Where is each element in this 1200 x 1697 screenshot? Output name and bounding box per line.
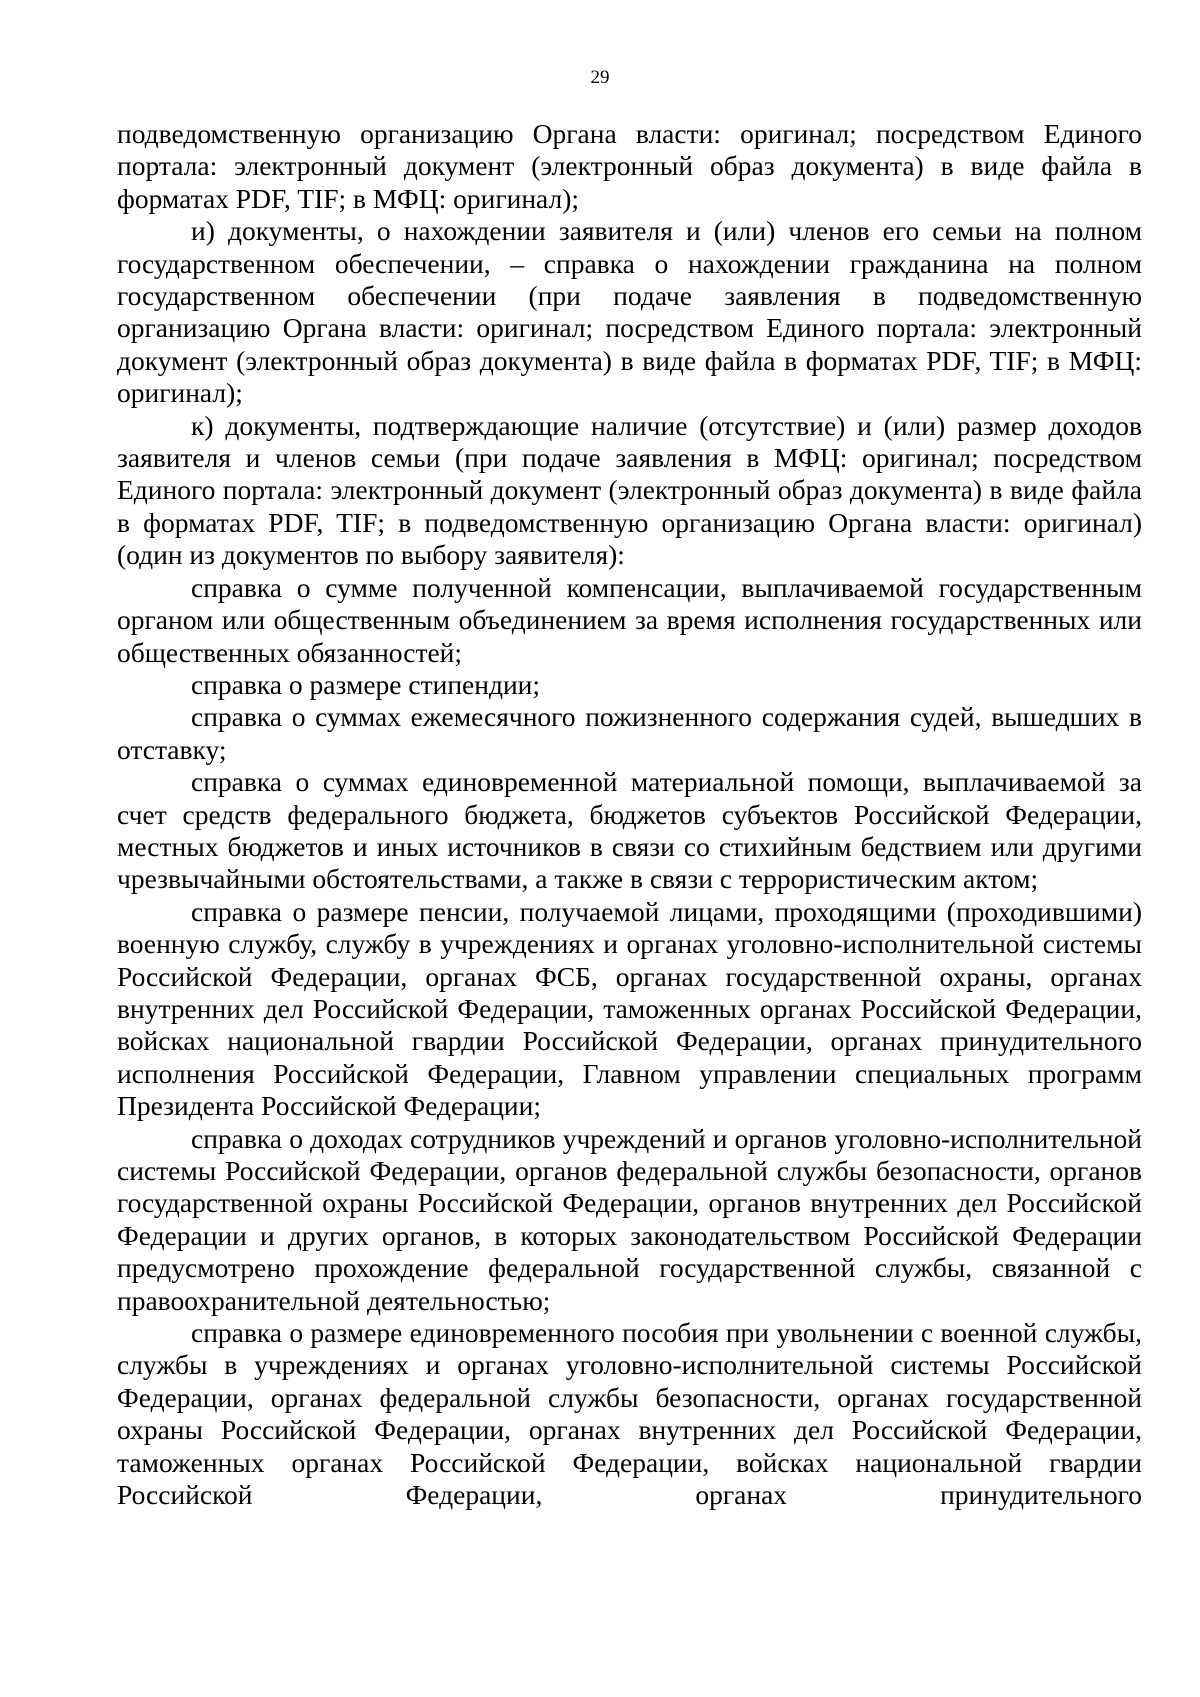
- document-body: [117, 118, 1142, 1511]
- paragraph-pension-certificate: справка о размере пенсии, получаемой лицами, проходящими (проходившими) военную службу, службу в учреждениях и органах уголовно-исполнительной системы Российской Федерации, органах ФСБ, органах государственной охраны, органах внутренних дел Российской Федерации, таможенных органах Российской Федерации, войсках национальной гвардии Российской Федерации, органах принудительного исполнения Российской Федерации, Главном управлении специальных программ Президента Российской Федерации;: [117, 895, 1142, 1122]
- paragraph-severance-allowance-certificate: справка о размере единовременного пособия при увольнении с военной службы, службы в учреждениях и органах уголовно-исполнительной системы Российской Федерации, органах федеральной службы безопасности, органах государственной охраны Российской Федерации, органах внутренних дел Российской Федерации, таможенных органах Российской Федерации, войсках национальной гвардии Российской Федерации, органах принудительного: [117, 1317, 1142, 1511]
- paragraph-continuation: подведомственную организацию Органа власти: оригинал; посредством Единого портала: электронный документ (электронный образ документа) в виде файла в форматах PDF, TIF; в МФЦ: оригинал);: [117, 118, 1142, 214]
- paragraph-material-aid-certificate: справка о суммах единовременной материальной помощи, выплачиваемой за счет средств федерального бюджета, бюджетов субъектов Российской Федерации, местных бюджетов и иных источников в связи со стихийным бедствием или другими чрезвычайными обстоятельствами, а также в связи с террористическим актом;: [117, 766, 1142, 895]
- paragraph-item-k: к) документы, подтверждающие наличие (отсутствие) и (или) размер доходов заявителя и членов семьи (при подаче заявления в МФЦ: оригинал; посредством Единого портала: электронный документ (электронный образ документа) в виде файла в форматах PDF, TIF; в подведомственную организацию Органа власти: оригинал) (один из документов по выбору заявителя):: [117, 409, 1142, 571]
- page-number: 29: [590, 67, 610, 88]
- paragraph-stipend-certificate: справка о размере стипендии;: [191, 668, 541, 700]
- paragraph-compensation-certificate: справка о сумме полученной компенсации, выплачиваемой государственным органом или общественным объединением за время исполнения государственных или общественных обязанностей;: [117, 571, 1142, 668]
- paragraph-employee-income-certificate: справка о доходах сотрудников учреждений и органов уголовно-исполнительной системы Российской Федерации, органов федеральной службы безопасности, органов государственной охраны Российской Федерации, органов внутренних дел Российской Федерации и других органов, в которых законодательством Российской Федерации предусмотрено прохождение федеральной государственной службы, связанной с правоохранительной деятельностью;: [117, 1122, 1142, 1316]
- paragraph-judges-allowance-certificate: справка о суммах ежемесячного пожизненного содержания судей, вышедших в отставку;: [117, 701, 1142, 765]
- paragraph-item-i: и) документы, о нахождении заявителя и (или) членов его семьи на полном государственном обеспечении, – справка о нахождении гражданина на полном государственном обеспечении (при подаче заявления в подведомственную организацию Органа власти: оригинал; посредством Единого портала: электронный документ (электронный образ документа) в виде файла в форматах PDF, TIF; в МФЦ: оригинал);: [117, 215, 1142, 409]
